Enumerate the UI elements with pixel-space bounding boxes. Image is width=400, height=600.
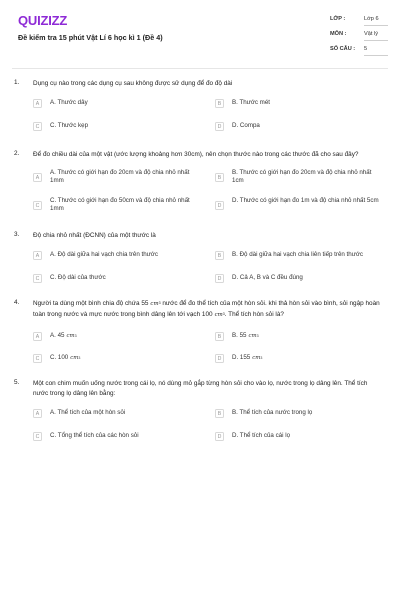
unit-cm: cm (66, 333, 75, 339)
option-text: D. Thước có giới hạn đo 1m và độ chia nhỏ nhất 5cm (232, 197, 379, 204)
question-text (33, 299, 383, 320)
option-text: C. Thước có giới hạn đo 50cm và độ chia nhỏ nhất 1mm (50, 197, 190, 213)
question-number: 3. (14, 231, 20, 238)
option-letter-box: C (33, 122, 42, 131)
option-text: C. Tổng thể tích của các hòn sỏi (50, 432, 139, 439)
option-value: C. 100 (50, 354, 69, 361)
quizizz-logo: QUIZIZZ (18, 13, 68, 28)
question-number: 2. (14, 150, 20, 157)
worksheet-header (0, 0, 400, 64)
option-letter-box: C (33, 432, 42, 441)
meta-class-label: LỚP : (330, 16, 346, 22)
meta-count-label: SỐ CÂU : (330, 46, 356, 52)
option-text: D. Cả A, B và C đều đúng (232, 274, 303, 281)
option-letter-box: C (33, 274, 42, 283)
unit-cm: cm (70, 355, 79, 361)
option-letter-box: B (215, 332, 224, 341)
question-number: 4. (14, 299, 20, 306)
option-letter-box: D (215, 122, 224, 131)
question-text-part: Người ta dùng một bình chia độ chứa 55 (33, 300, 149, 307)
option-letter-box: B (215, 173, 224, 182)
meta-count-value: 5 (364, 46, 388, 56)
option-letter-box: A (33, 409, 42, 418)
option-text: C. Thước kẹp (50, 122, 89, 129)
question-text-part: nước để đo thể tích của một hòn sỏi. khi thả hòn sỏi vào bình, sỏi ngập hoàn toàn trong nước và mực nước trong bình dâng lên tới vạch 100 (33, 300, 380, 318)
header-divider (12, 68, 388, 69)
option-text: D. Compa (232, 122, 260, 129)
option-value: B. 55 (232, 332, 247, 339)
meta-subject-value: Vật lý (364, 31, 388, 41)
option-value: A. 45 (50, 332, 65, 339)
option-text: B. Thước mét (232, 99, 271, 106)
option-letter-box: B (215, 409, 224, 418)
unit-cm: cm (248, 333, 257, 339)
question-text: Độ chia nhỏ nhất (ĐCNN) của một thước là (33, 232, 156, 239)
option-letter-box: D (215, 354, 224, 363)
option-letter-box: D (215, 201, 224, 210)
option-text: B. Thước có giới hạn đo 20cm và độ chia nhỏ nhất 1cm (232, 169, 372, 185)
option-text (232, 354, 382, 362)
question-text: Dụng cụ nào trong các dụng cụ sau không được sử dụng để đo độ dài (33, 80, 233, 87)
option-text: A. Thể tích của một hòn sỏi (50, 409, 126, 416)
option-letter-box: A (33, 332, 42, 341)
meta-class-row (330, 14, 388, 29)
unit-exponent: 3 (78, 356, 81, 360)
unit-exponent: 3 (158, 301, 161, 305)
unit-cm: cm (150, 301, 159, 307)
unit-cm: cm (214, 311, 223, 318)
question-number: 1. (14, 79, 20, 86)
question-text: Một con chim muốn uống nước trong cái lọ, nó dùng mỏ gắp từng hòn sỏi cho vào lọ, nước trong lọ dâng lên. Thể tích nước trong lọ dâng lên bằng: (33, 380, 368, 397)
unit-exponent: 3 (256, 334, 259, 338)
option-text: C. Độ dài của thước (50, 274, 106, 281)
question-text-part: . Thể tích hòn sỏi là? (224, 310, 284, 318)
worksheet-title: Đề kiểm tra 15 phút Vật Lí 6 học kì 1 (Đề 4) (18, 33, 163, 42)
option-letter-box: C (33, 354, 42, 363)
worksheet-meta (330, 14, 388, 59)
question-text: Để đo chiều dài của một vật (ước lượng khoảng hơn 30cm), nên chọn thước nào trong các thước đã cho sau đây? (33, 151, 359, 158)
option-letter-box: C (33, 201, 42, 210)
option-value: D. 155 (232, 354, 251, 361)
option-text: A. Độ dài giữa hai vạch chia trên thước (50, 251, 158, 258)
option-letter-box: D (215, 274, 224, 283)
unit-exponent: 3 (222, 311, 225, 316)
unit-exponent: 3 (260, 356, 263, 360)
option-text: B. Độ dài giữa hai vạch chia liên tiếp trên thước (232, 251, 364, 258)
option-text (232, 332, 382, 340)
option-letter-box: B (215, 99, 224, 108)
meta-subject-label: MÔN : (330, 31, 347, 37)
option-letter-box: A (33, 173, 42, 182)
meta-subject-row (330, 29, 388, 44)
option-letter-box: A (33, 99, 42, 108)
option-letter-box: A (33, 251, 42, 260)
option-text: B. Thể tích của nước trong lọ (232, 409, 313, 416)
option-text: A. Thước có giới hạn đo 20cm và độ chia nhỏ nhất 1mm (50, 169, 190, 185)
meta-class-value: Lớp 6 (364, 16, 388, 26)
option-text (50, 354, 200, 362)
unit-exponent: 3 (74, 334, 77, 338)
option-letter-box: D (215, 432, 224, 441)
option-text: A. Thước dây (50, 99, 88, 106)
meta-count-row (330, 44, 388, 59)
option-letter-box: B (215, 251, 224, 260)
unit-cm: cm (252, 355, 261, 361)
question-number: 5. (14, 379, 20, 386)
option-text (50, 332, 200, 340)
option-text: D. Thể tích của cái lọ (232, 432, 291, 439)
